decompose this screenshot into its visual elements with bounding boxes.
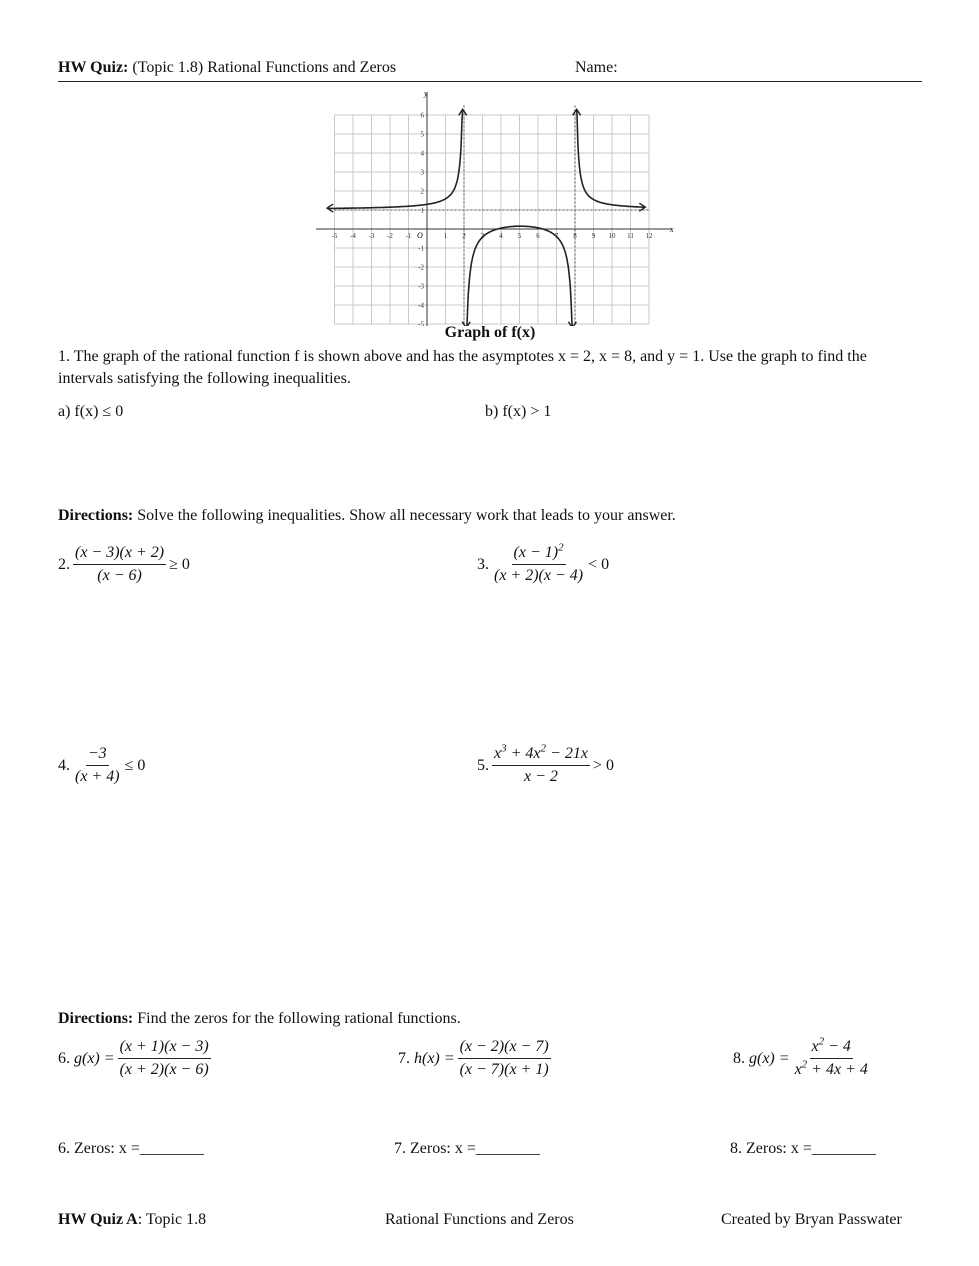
y-tick-label: 6 xyxy=(420,111,424,120)
answer-7[interactable]: 7. Zeros: x =________ xyxy=(394,1140,540,1157)
y-tick-label: -2 xyxy=(418,263,424,272)
curve-right-branch xyxy=(577,109,646,207)
function-graph xyxy=(312,86,682,326)
page-header xyxy=(58,58,922,82)
directions-solve: Directions: Solve the following inequalities. Show all necessary work that leads to your answer. xyxy=(58,507,676,524)
footer-left: HW Quiz A: Topic 1.8 xyxy=(58,1211,207,1228)
x-tick-label: -5 xyxy=(331,232,338,240)
problem-1a: a) f(x) ≤ 0 xyxy=(58,403,124,420)
x-tick-label: -1 xyxy=(405,232,412,240)
graph-tick-labels xyxy=(332,112,653,327)
x-tick-label: 1 xyxy=(443,232,448,240)
x-tick-label: 12 xyxy=(645,232,653,240)
footer-right: Created by Bryan Passwater xyxy=(721,1211,902,1228)
y-tick-label: 2 xyxy=(420,187,424,196)
graph-caption: Graph of f(x) xyxy=(444,324,536,341)
y-tick-label: -4 xyxy=(418,301,424,310)
problem-4: 4. $\frac{-3}{(x + 4)}$ ≤ 0 xyxy=(58,745,146,785)
x-tick-label: 2 xyxy=(462,232,466,240)
y-tick-label: -1 xyxy=(418,244,424,253)
y-tick-label: 4 xyxy=(420,149,424,158)
problem-5: 5. $\frac{x^3 + 4x^2 - 21x}{x - 2}$ > 0 xyxy=(477,742,614,785)
x-tick-label: 5 xyxy=(517,232,522,240)
graph-grid xyxy=(335,115,650,324)
x-tick-label: 4 xyxy=(499,232,503,240)
x-tick-label: 11 xyxy=(627,232,634,240)
problem-6: 6. g(x) = $\frac{(x + 1)(x - 3)}{(x + 2)(x - 6)}$ xyxy=(58,1038,209,1078)
x-tick-label: 3 xyxy=(480,232,485,240)
x-tick-label: 7 xyxy=(554,232,559,240)
directions-zeros: Directions: Find the zeros for the following rational functions. xyxy=(58,1010,461,1027)
y-tick-label: -3 xyxy=(418,282,424,291)
footer-center: Rational Functions and Zeros xyxy=(385,1211,574,1228)
x-tick-label: -2 xyxy=(387,232,393,240)
problem-8: 8. g(x) = $\frac{x^2 - 4}{x^2 + 4x + 4}$ xyxy=(733,1035,868,1078)
y-tick-label: 5 xyxy=(420,130,424,139)
problem-1-text: 1. The graph of the rational function f is shown above and has the asymptotes x = 2, x = 8, and y = 1. Use the graph to find the intervals satisfying the following inequalities. xyxy=(58,348,867,387)
x-tick-label: 9 xyxy=(591,232,596,240)
x-tick-label: 8 xyxy=(573,232,577,240)
quiz-title: HW Quiz: (Topic 1.8) Rational Functions and Zeros xyxy=(58,59,397,76)
problem-3: 3. $\frac{(x - 1)^2}{(x + 2)(x - 4)}$ < 0 xyxy=(477,541,610,584)
problem-1b: b) f(x) > 1 xyxy=(485,403,552,420)
x-tick-label: -3 xyxy=(368,232,375,240)
graph-curves xyxy=(327,109,645,326)
y-axis-label: y xyxy=(424,89,428,98)
x-tick-label: 6 xyxy=(536,232,540,240)
answer-8[interactable]: 8. Zeros: x =________ xyxy=(730,1140,876,1157)
answer-6[interactable]: 6. Zeros: x =________ xyxy=(58,1140,204,1157)
x-axis-label: x xyxy=(670,225,674,234)
y-tick-label: 1 xyxy=(420,206,424,215)
origin-label: O xyxy=(417,231,423,240)
name-label: Name: xyxy=(575,59,618,76)
x-tick-label: 10 xyxy=(608,232,616,240)
problem-7: 7. h(x) = $\frac{(x - 2)(x - 7)}{(x - 7)(x + 1)}$ xyxy=(398,1038,549,1078)
graph-axes xyxy=(316,92,671,326)
y-tick-label: 3 xyxy=(420,168,424,177)
y-tick-label: -5 xyxy=(418,320,424,326)
x-tick-label: -4 xyxy=(350,232,356,240)
problem-2: 2. $\frac{(x - 3)(x + 2)}{(x - 6)}$ ≥ 0 xyxy=(58,544,190,584)
curve-left-branch xyxy=(327,109,463,208)
